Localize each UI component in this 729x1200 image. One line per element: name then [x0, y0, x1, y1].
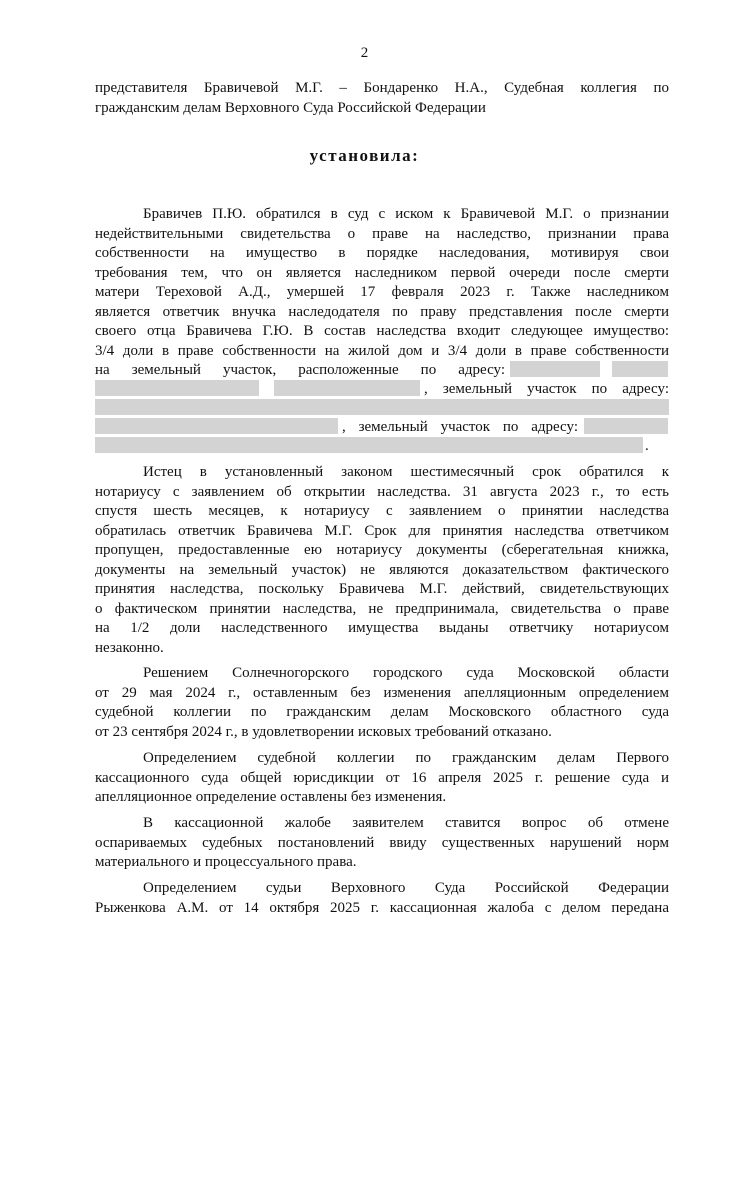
text-line: собственности на имущество в порядке наследования, мотивируя свои: [95, 245, 669, 261]
redacted-text: [274, 380, 420, 396]
page-number: 2: [360, 45, 369, 61]
text-line: документы на земельный участок) не являются доказательством фактического: [95, 561, 669, 578]
text-line: В кассационной жалобе заявителем ставится вопрос об отмене: [143, 815, 669, 831]
text-line: матери Тереховой А.Д., умершей 17 февраля 2023 г. Также наследником: [95, 284, 669, 300]
paragraph-decision: [95, 664, 669, 742]
text-line: от 23 сентября 2024 г., в удовлетворении исковых требований отказано.: [95, 723, 552, 740]
text-line: Определением судьи Верховного Суда Российской Федерации: [143, 880, 669, 896]
text-line: незаконно.: [95, 639, 164, 656]
redacted-text: [95, 399, 669, 415]
redacted-text: [510, 361, 600, 377]
section-heading: установила:: [309, 146, 420, 165]
intro-paragraph: [95, 79, 669, 118]
redacted-text: [584, 418, 668, 434]
text-line: спустя шесть месяцев, к нотариусу с заявлением о принятии наследства: [95, 503, 669, 519]
text-line: гражданским делам Верховного Суда Российской Федерации: [95, 99, 486, 116]
redacted-text: [612, 361, 668, 377]
paragraph-claim: [95, 205, 669, 361]
text-line: представителя Бравичевой М.Г. – Бондаренко Н.А., Судебная коллегия по: [95, 80, 669, 96]
paragraph-complaint: [95, 814, 669, 873]
text-line: своего отца Бравичева Г.Ю. В состав наследства входит следующее имущество:: [95, 323, 669, 339]
text-line: нотариусу с заявлением об открытии наследства. 31 августа 2023 г., то есть: [95, 483, 669, 500]
text-line: недействительными свидетельства о праве на наследство, признании права: [95, 225, 669, 242]
text-line: судебной коллегии по гражданским делам Московского областного суда: [95, 704, 669, 720]
address-line-3: [342, 418, 578, 438]
paragraph-plaintiff: [95, 463, 669, 658]
text-line: материального и процессуального права.: [95, 854, 357, 870]
text-line: о фактическом принятии наследства, не предпринимала, свидетельства о праве: [95, 600, 669, 617]
text-line: является ответчик внучка наследодателя по праву представления после смерти: [95, 303, 669, 320]
paragraph-cassation-ruling: [95, 749, 669, 808]
text-line: оспариваемых судебных постановлений ввиду существенных нарушений норм: [95, 834, 669, 851]
text-line: пропущен, предоставленные ею нотариусу документы (сберегательная книжка,: [95, 542, 669, 558]
text-line: кассационного суда общей юрисдикции от 16 апреля 2025 г. решение суда и: [95, 769, 669, 786]
redacted-text: [95, 380, 259, 396]
text-line: на 1/2 доли наследственного имущества выданы ответчику нотариусом: [95, 620, 669, 636]
paragraph-referral: [95, 879, 669, 918]
text-line: , земельный участок по адресу:: [424, 381, 669, 397]
text-line: Истец в установленный законом шестимесячный срок обратился к: [143, 464, 669, 480]
text-line: , земельный участок по адресу:: [342, 419, 578, 435]
sentence-end: .: [645, 438, 649, 454]
text-line: апелляционное определение оставлены без изменения.: [95, 789, 447, 805]
text-line: Определением судебной коллегии по гражданским делам Первого: [143, 750, 669, 766]
address-line-2: [424, 380, 669, 400]
redacted-text: [95, 418, 338, 434]
text-line: принятия наследства, поскольку Бравичева М.Г. действий, свидетельствующих: [95, 581, 669, 597]
text-line: Бравичев П.Ю. обратился в суд с иском к Бравичевой М.Г. о признании: [143, 206, 669, 222]
redacted-text: [95, 437, 643, 453]
text-line: на земельный участок, расположенные по адресу:: [95, 362, 505, 378]
text-line: от 29 мая 2024 г., оставленным без изменения апелляционным определением: [95, 684, 669, 701]
text-line: 3/4 доли в праве собственности на жилой дом и 3/4 доли в праве собственности: [95, 342, 669, 359]
text-line: обратилась ответчик Бравичева М.Г. Срок для принятия наследства ответчиком: [95, 522, 669, 539]
text-line: Рыженкова А.М. от 14 октября 2025 г. кассационная жалоба с делом передана: [95, 899, 669, 916]
text-line: Решением Солнечногорского городского суда Московской области: [143, 665, 669, 681]
text-line: требования тем, что он является наследником первой очереди после смерти: [95, 264, 669, 281]
